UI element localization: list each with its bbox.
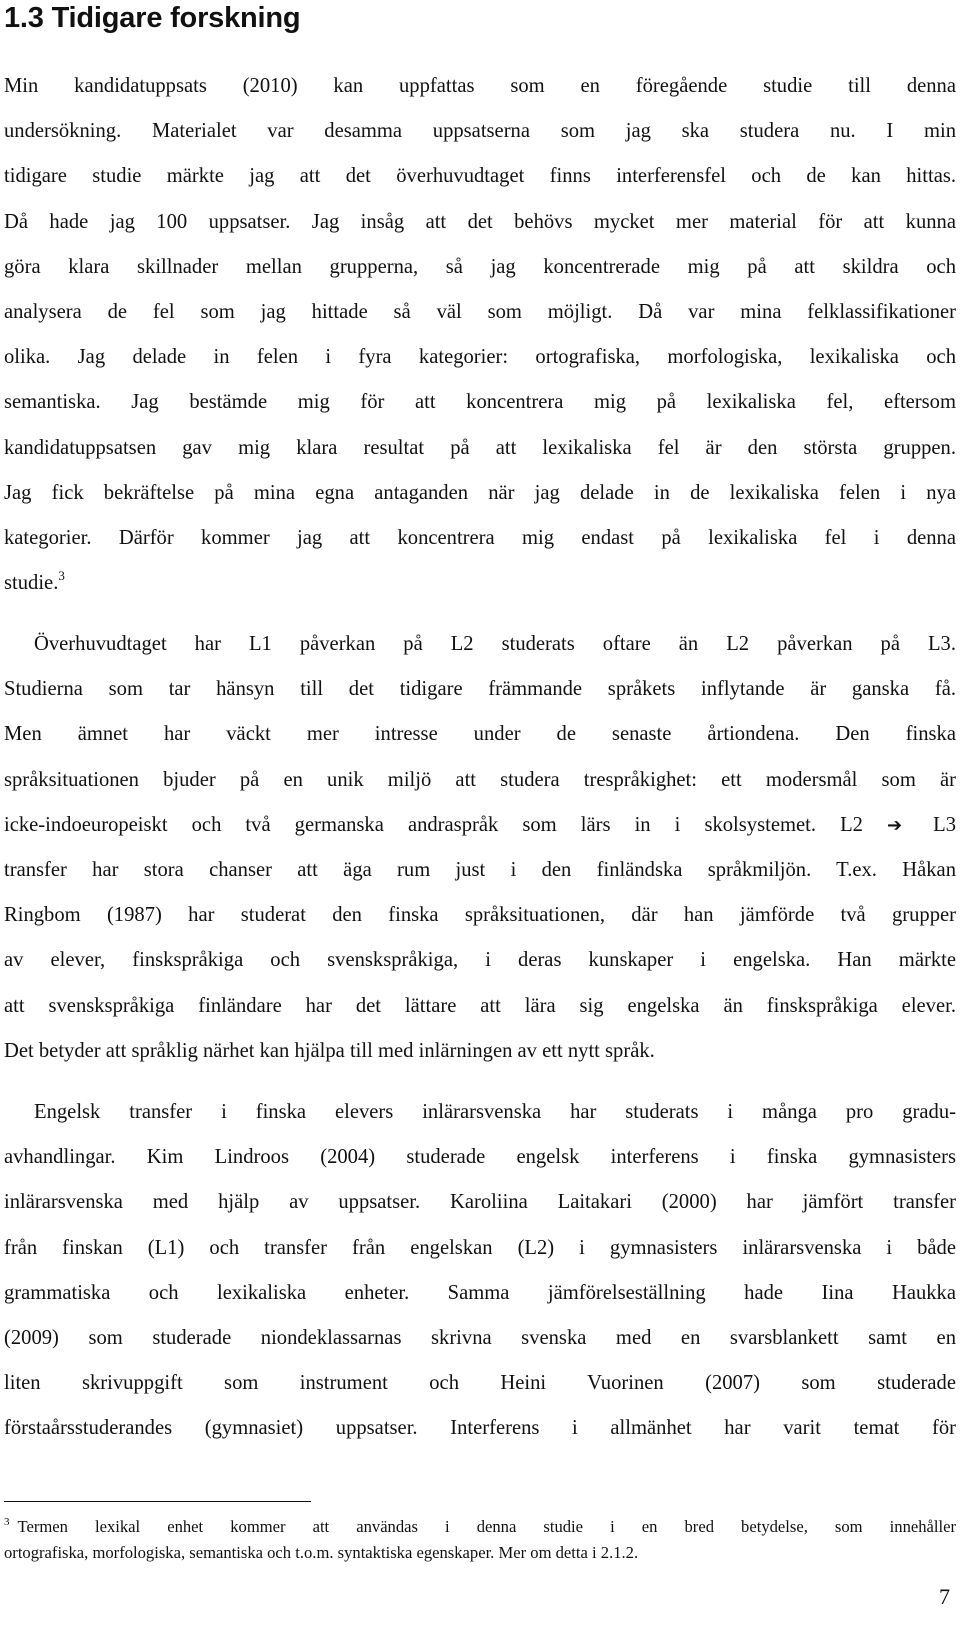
text-line: olika. Jag delade in felen i fyra kategorier: ortografiska, morfologiska, lexikaliska och xyxy=(4,346,956,369)
page-number: 7 xyxy=(939,1584,950,1609)
text-line-content: studie. xyxy=(4,572,59,595)
footnote xyxy=(4,1514,956,1566)
arrow-target-label: L3 xyxy=(933,813,956,836)
footnote-text: Termen lexikal enhet kommer att användas i denna studie i en bred betydelse, som innehåller xyxy=(17,1517,956,1536)
text-line: Det betyder att språklig närhet kan hjälpa till med inlärningen av ett nytt språk. xyxy=(4,1039,655,1062)
text-line: undersökning. Materialet var desamma uppsatserna som jag ska studera nu. I min xyxy=(4,120,956,143)
footnote-line: ortografiska, morfologiska, semantiska och t.o.m. syntaktiska egenskaper. Mer om detta i 2.1.2. xyxy=(4,1543,639,1562)
footnote-mark: 3 xyxy=(4,1516,10,1528)
section-heading: 1.3 Tidigare forskning xyxy=(4,2,301,34)
text-line: göra klara skillnader mellan grupperna, så jag koncentrerade mig på att skildra och xyxy=(4,255,956,278)
paragraph-english-transfer xyxy=(4,1090,956,1452)
text-line: tidigare studie märkte jag att det överhuvudtaget finns interferensfel och de kan hittas. xyxy=(4,165,956,188)
text-line: Studierna som tar hänsyn till det tidigare främmande språkets inflytande är ganska få. xyxy=(4,678,956,701)
footnote-separator xyxy=(4,1501,311,1502)
right-arrow-icon: ➔ xyxy=(887,814,903,836)
footnote-line xyxy=(4,1514,956,1540)
paragraph-l1-l2-influence xyxy=(4,622,956,1074)
text-line: från finskan (L1) och transfer från engelskan (L2) i gymnasisters inlärarsvenska i både xyxy=(4,1236,956,1259)
text-line: Ringbom (1987) har studerat den finska språksituationen, där han jämförde två grupper xyxy=(4,904,956,927)
text-line: Min kandidatuppsats (2010) kan uppfattas som en föregående studie till denna xyxy=(4,75,956,97)
text-line: Engelsk transfer i finska elevers inlärarsvenska har studerats i många pro gradu- xyxy=(34,1101,956,1123)
text-line: avhandlingar. Kim Lindroos (2004) studerade engelsk interferens i finska gymnasisters xyxy=(4,1146,956,1169)
text-line: (2009) som studerade niondeklassarnas skrivna svenska med en svarsblankett samt en xyxy=(4,1326,956,1349)
text-line: liten skrivuppgift som instrument och Heini Vuorinen (2007) som studerade xyxy=(4,1372,956,1395)
text-line: inlärarsvenska med hjälp av uppsatser. Karoliina Laitakari (2000) har jämfört transfer xyxy=(4,1191,956,1214)
text-line: semantiska. Jag bestämde mig för att koncentrera mig på lexikaliska fel, eftersom xyxy=(4,391,956,414)
text-line: grammatiska och lexikaliska enheter. Samma jämförelseställning hade Iina Haukka xyxy=(4,1281,956,1304)
text-line-content: icke-indoeuropeiskt och två germanska andraspråk som lärs in i skolsystemet. L2 xyxy=(4,813,863,836)
text-line xyxy=(4,803,956,848)
text-line: Då hade jag 100 uppsatser. Jag insåg att det behövs mycket mer material för att kunna xyxy=(4,210,956,233)
text-line: förstaårsstuderandes (gymnasiet) uppsatser. Interferens i allmänhet har varit temat för xyxy=(4,1417,956,1440)
text-line: Överhuvudtaget har L1 påverkan på L2 studerats oftare än L2 påverkan på L3. xyxy=(34,633,956,655)
text-line: Jag fick bekräftelse på mina egna antaganden när jag delade in de lexikaliska felen i nya xyxy=(4,481,956,504)
text-line: analysera de fel som jag hittade så väl som möjligt. Då var mina felklassifikationer xyxy=(4,300,956,323)
text-line xyxy=(4,561,956,606)
text-line: kandidatuppsatsen gav mig klara resultat på att lexikaliska fel är den största gruppen. xyxy=(4,436,956,459)
text-line: språksituationen bjuder på en unik miljö att studera trespråkighet: ett modersmål som är xyxy=(4,768,956,791)
footnote-reference[interactable]: 3 xyxy=(58,568,65,584)
text-line: Men ämnet har väckt mer intresse under de senaste årtiondena. Den finska xyxy=(4,723,956,746)
text-line: att svenskspråkiga finländare har det lättare att lära sig engelska än finskspråkiga elever. xyxy=(4,994,956,1017)
text-line: transfer har stora chanser att äga rum just i den finländska språkmiljön. T.ex. Håkan xyxy=(4,858,956,881)
text-line: av elever, finskspråkiga och svenskspråkiga, i deras kunskaper i engelska. Han märkte xyxy=(4,949,956,972)
text-line: kategorier. Därför kommer jag att koncentrera mig endast på lexikaliska fel i denna xyxy=(4,526,956,549)
paragraph-previous-study xyxy=(4,64,956,606)
